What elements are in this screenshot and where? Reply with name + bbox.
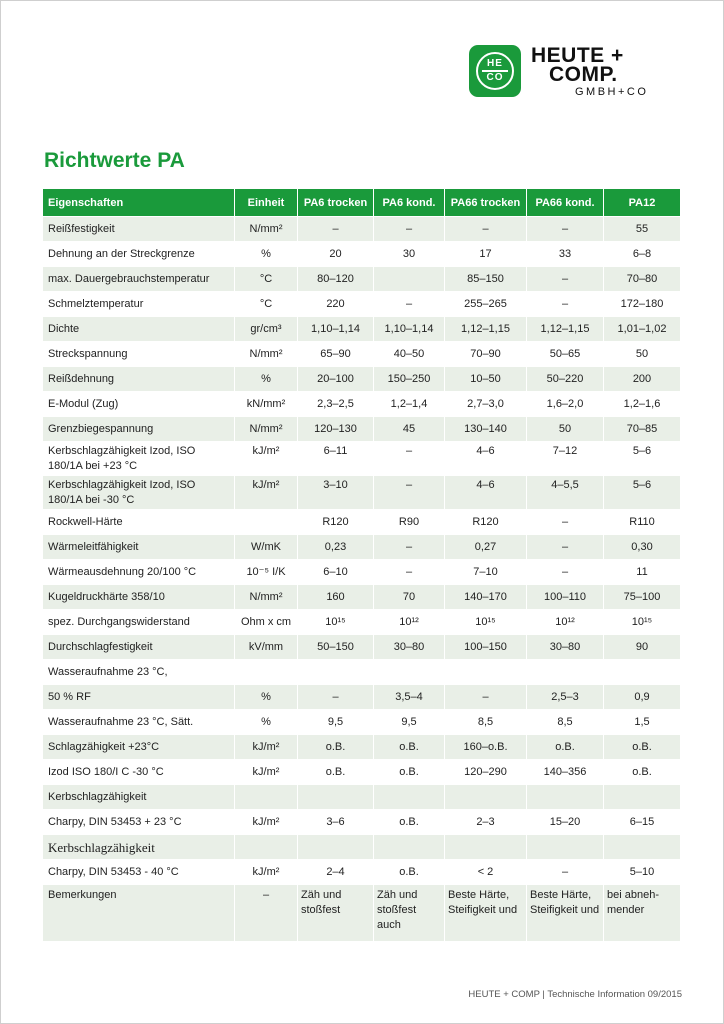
- value-cell: 75–100: [604, 585, 680, 609]
- table-row: [43, 535, 680, 559]
- value-cell: [445, 660, 526, 684]
- property-name: Wärmeleitfähigkeit: [43, 535, 234, 559]
- value-cell: 7–10: [445, 560, 526, 584]
- property-name: Kugeldruckhärte 358/10: [43, 585, 234, 609]
- value-cell: 10–50: [445, 367, 526, 391]
- header-pa66-trocken: PA66 trocken: [445, 189, 526, 216]
- value-cell: 9,5: [374, 710, 444, 734]
- value-cell: Zäh und stoßfest: [298, 885, 373, 941]
- value-cell: bei abneh-mender: [604, 885, 680, 941]
- value-cell: 1,6–2,0: [527, 392, 603, 416]
- value-cell: 255–265: [445, 292, 526, 316]
- property-name: max. Dauergebrauchstemperatur: [43, 267, 234, 291]
- logo-badge-bottom-text: CO: [486, 72, 504, 83]
- value-cell: 30–80: [527, 635, 603, 659]
- value-cell: 6–11: [298, 442, 373, 475]
- value-cell: R120: [298, 510, 373, 534]
- value-cell: 140–356: [527, 760, 603, 784]
- property-unit: kJ/m²: [235, 476, 297, 509]
- value-cell: 70–85: [604, 417, 680, 441]
- property-unit: °C: [235, 292, 297, 316]
- value-cell: –: [374, 442, 444, 475]
- value-cell: 1,01–1,02: [604, 317, 680, 341]
- value-cell: R90: [374, 510, 444, 534]
- value-cell: [604, 835, 680, 859]
- property-name: Kerbschlagzähigkeit Izod, ISO 180/1A bei +23 °C: [43, 442, 234, 475]
- table-row: [43, 760, 680, 784]
- property-unit: kJ/m²: [235, 810, 297, 834]
- logo-line-1: HEUTE +: [531, 44, 624, 67]
- value-cell: 1,10–1,14: [298, 317, 373, 341]
- value-cell: 50: [527, 417, 603, 441]
- header-pa66-kond: PA66 kond.: [527, 189, 603, 216]
- value-cell: 100–110: [527, 585, 603, 609]
- value-cell: 2,7–3,0: [445, 392, 526, 416]
- value-cell: 1,10–1,14: [374, 317, 444, 341]
- value-cell: 65–90: [298, 342, 373, 366]
- value-cell: 0,23: [298, 535, 373, 559]
- value-cell: 3–10: [298, 476, 373, 509]
- value-cell: 0,27: [445, 535, 526, 559]
- property-name: Rockwell-Härte: [43, 510, 234, 534]
- property-name: Charpy, DIN 53453 - 40 °C: [43, 860, 234, 884]
- table-row: [43, 785, 680, 809]
- table-row: [43, 292, 680, 316]
- header-pa12: PA12: [604, 189, 680, 216]
- value-cell: 50–220: [527, 367, 603, 391]
- value-cell: 4–6: [445, 442, 526, 475]
- value-cell: 4–6: [445, 476, 526, 509]
- table-row: [43, 885, 680, 941]
- value-cell: [374, 785, 444, 809]
- value-cell: 150–250: [374, 367, 444, 391]
- value-cell: 33: [527, 242, 603, 266]
- property-name: Schlagzähigkeit +23°C: [43, 735, 234, 759]
- value-cell: 11: [604, 560, 680, 584]
- value-cell: [527, 785, 603, 809]
- value-cell: –: [527, 267, 603, 291]
- table-row: [43, 635, 680, 659]
- value-cell: [374, 835, 444, 859]
- table-row: [43, 735, 680, 759]
- value-cell: 4–5,5: [527, 476, 603, 509]
- value-cell: 10¹⁵: [445, 610, 526, 634]
- property-name: Reißfestigkeit: [43, 217, 234, 241]
- value-cell: R120: [445, 510, 526, 534]
- property-name: Kerbschlagzähigkeit: [43, 785, 234, 809]
- property-unit: kJ/m²: [235, 442, 297, 475]
- value-cell: [374, 267, 444, 291]
- value-cell: 1,2–1,4: [374, 392, 444, 416]
- property-name: Durchschlagfestigkeit: [43, 635, 234, 659]
- value-cell: 1,2–1,6: [604, 392, 680, 416]
- value-cell: 0,9: [604, 685, 680, 709]
- property-name: Izod ISO 180/I C -30 °C: [43, 760, 234, 784]
- property-unit: N/mm²: [235, 217, 297, 241]
- value-cell: 85–150: [445, 267, 526, 291]
- property-name: Wasseraufnahme 23 °C, Sätt.: [43, 710, 234, 734]
- value-cell: o.B.: [298, 760, 373, 784]
- property-name: Dichte: [43, 317, 234, 341]
- value-cell: –: [298, 217, 373, 241]
- property-unit: %: [235, 242, 297, 266]
- value-cell: 8,5: [527, 710, 603, 734]
- table-row: [43, 660, 680, 684]
- value-cell: –: [527, 535, 603, 559]
- property-name: Grenzbiegespannung: [43, 417, 234, 441]
- table-row: [43, 860, 680, 884]
- logo-badge-top-text: HE: [487, 58, 503, 69]
- value-cell: [298, 785, 373, 809]
- header-pa6-kond: PA6 kond.: [374, 189, 444, 216]
- value-cell: 220: [298, 292, 373, 316]
- value-cell: 10¹²: [374, 610, 444, 634]
- value-cell: 9,5: [298, 710, 373, 734]
- logo-line-3: GMBH+CO: [575, 86, 649, 98]
- value-cell: 70–90: [445, 342, 526, 366]
- value-cell: –: [527, 860, 603, 884]
- table-row: [43, 810, 680, 834]
- value-cell: –: [527, 560, 603, 584]
- value-cell: 55: [604, 217, 680, 241]
- value-cell: 50: [604, 342, 680, 366]
- property-name: Wärmeausdehnung 20/100 °C: [43, 560, 234, 584]
- property-name: 50 % RF: [43, 685, 234, 709]
- value-cell: [298, 835, 373, 859]
- value-cell: Beste Härte, Steifigkeit und: [445, 885, 526, 941]
- table-row: [43, 685, 680, 709]
- property-name: Reißdehnung: [43, 367, 234, 391]
- property-name: Schmelztemperatur: [43, 292, 234, 316]
- table-row: [43, 417, 680, 441]
- value-cell: 30: [374, 242, 444, 266]
- value-cell: 160–o.B.: [445, 735, 526, 759]
- company-logo: [469, 45, 681, 101]
- table-row: [43, 610, 680, 634]
- table-row: [43, 267, 680, 291]
- value-cell: 5–10: [604, 860, 680, 884]
- table-row: [43, 442, 680, 475]
- value-cell: 10¹⁵: [604, 610, 680, 634]
- value-cell: 5–6: [604, 476, 680, 509]
- value-cell: [298, 660, 373, 684]
- value-cell: –: [374, 217, 444, 241]
- property-unit: kV/mm: [235, 635, 297, 659]
- value-cell: 45: [374, 417, 444, 441]
- property-unit: N/mm²: [235, 342, 297, 366]
- property-unit: kJ/m²: [235, 860, 297, 884]
- property-unit: [235, 785, 297, 809]
- value-cell: 10¹⁵: [298, 610, 373, 634]
- value-cell: [445, 785, 526, 809]
- value-cell: 7–12: [527, 442, 603, 475]
- property-unit: %: [235, 367, 297, 391]
- value-cell: 50–65: [527, 342, 603, 366]
- value-cell: –: [527, 217, 603, 241]
- value-cell: –: [445, 217, 526, 241]
- property-unit: kN/mm²: [235, 392, 297, 416]
- value-cell: 2–4: [298, 860, 373, 884]
- value-cell: 3–6: [298, 810, 373, 834]
- value-cell: o.B.: [604, 760, 680, 784]
- value-cell: [527, 660, 603, 684]
- table-row: [43, 217, 680, 241]
- property-unit: gr/cm³: [235, 317, 297, 341]
- property-unit: N/mm²: [235, 417, 297, 441]
- value-cell: 130–140: [445, 417, 526, 441]
- table-row: [43, 835, 680, 859]
- value-cell: 5–6: [604, 442, 680, 475]
- value-cell: 17: [445, 242, 526, 266]
- value-cell: 3,5–4: [374, 685, 444, 709]
- table-row: [43, 367, 680, 391]
- value-cell: [527, 835, 603, 859]
- value-cell: o.B.: [298, 735, 373, 759]
- value-cell: 1,12–1,15: [527, 317, 603, 341]
- value-cell: –: [374, 292, 444, 316]
- value-cell: o.B.: [604, 735, 680, 759]
- table-row: [43, 710, 680, 734]
- property-name: E-Modul (Zug): [43, 392, 234, 416]
- value-cell: 80–120: [298, 267, 373, 291]
- value-cell: [604, 660, 680, 684]
- value-cell: 70–80: [604, 267, 680, 291]
- table-row: [43, 510, 680, 534]
- property-unit: [235, 660, 297, 684]
- page-title: Richtwerte PA: [44, 149, 185, 172]
- value-cell: 120–290: [445, 760, 526, 784]
- value-cell: Zäh und stoßfest auch: [374, 885, 444, 941]
- value-cell: 70: [374, 585, 444, 609]
- table-row: [43, 476, 680, 509]
- value-cell: [604, 785, 680, 809]
- value-cell: 30–80: [374, 635, 444, 659]
- value-cell: 40–50: [374, 342, 444, 366]
- property-name: Kerbschlagzähigkeit: [43, 835, 234, 859]
- property-unit: °C: [235, 267, 297, 291]
- value-cell: 140–170: [445, 585, 526, 609]
- properties-table: [42, 188, 681, 942]
- property-unit: 10⁻⁵ I/K: [235, 560, 297, 584]
- table-row: [43, 242, 680, 266]
- value-cell: 160: [298, 585, 373, 609]
- header-pa6-trocken: PA6 trocken: [298, 189, 373, 216]
- value-cell: 90: [604, 635, 680, 659]
- header-eigenschaften: Eigenschaften: [43, 189, 234, 216]
- value-cell: 20: [298, 242, 373, 266]
- header-einheit: Einheit: [235, 189, 297, 216]
- property-unit: N/mm²: [235, 585, 297, 609]
- footer-text: HEUTE + COMP | Technische Information 09/2015: [468, 989, 682, 1000]
- value-cell: –: [445, 685, 526, 709]
- value-cell: 50–150: [298, 635, 373, 659]
- logo-badge: [469, 45, 521, 97]
- property-name: Dehnung an der Streckgrenze: [43, 242, 234, 266]
- value-cell: 6–10: [298, 560, 373, 584]
- table-row: [43, 317, 680, 341]
- property-unit: –: [235, 885, 297, 941]
- value-cell: [374, 660, 444, 684]
- value-cell: –: [527, 510, 603, 534]
- value-cell: 200: [604, 367, 680, 391]
- value-cell: 2,5–3: [527, 685, 603, 709]
- property-name: spez. Durchgangswiderstand: [43, 610, 234, 634]
- value-cell: o.B.: [374, 860, 444, 884]
- property-unit: [235, 835, 297, 859]
- value-cell: 0,30: [604, 535, 680, 559]
- value-cell: 6–8: [604, 242, 680, 266]
- value-cell: o.B.: [374, 735, 444, 759]
- property-unit: kJ/m²: [235, 760, 297, 784]
- table-header-row: [43, 189, 680, 216]
- property-unit: Ohm x cm: [235, 610, 297, 634]
- property-unit: W/mK: [235, 535, 297, 559]
- value-cell: 15–20: [527, 810, 603, 834]
- value-cell: R110: [604, 510, 680, 534]
- value-cell: o.B.: [374, 810, 444, 834]
- property-unit: kJ/m²: [235, 735, 297, 759]
- value-cell: –: [374, 476, 444, 509]
- value-cell: –: [527, 292, 603, 316]
- value-cell: 2,3–2,5: [298, 392, 373, 416]
- value-cell: [445, 835, 526, 859]
- value-cell: < 2: [445, 860, 526, 884]
- table-row: [43, 560, 680, 584]
- value-cell: 6–15: [604, 810, 680, 834]
- property-name: Kerbschlagzähigkeit Izod, ISO 180/1A bei -30 °C: [43, 476, 234, 509]
- value-cell: 20–100: [298, 367, 373, 391]
- value-cell: 10¹²: [527, 610, 603, 634]
- value-cell: o.B.: [374, 760, 444, 784]
- property-unit: %: [235, 710, 297, 734]
- value-cell: 1,12–1,15: [445, 317, 526, 341]
- property-unit: %: [235, 685, 297, 709]
- value-cell: Beste Härte, Steifigkeit und: [527, 885, 603, 941]
- value-cell: –: [298, 685, 373, 709]
- property-name: Charpy, DIN 53453 + 23 °C: [43, 810, 234, 834]
- value-cell: o.B.: [527, 735, 603, 759]
- table-row: [43, 392, 680, 416]
- value-cell: 172–180: [604, 292, 680, 316]
- property-unit: [235, 510, 297, 534]
- table-row: [43, 342, 680, 366]
- value-cell: 8,5: [445, 710, 526, 734]
- property-name: Wasseraufnahme 23 °C,: [43, 660, 234, 684]
- value-cell: 1,5: [604, 710, 680, 734]
- value-cell: 100–150: [445, 635, 526, 659]
- value-cell: 120–130: [298, 417, 373, 441]
- property-name: Streckspannung: [43, 342, 234, 366]
- table-row: [43, 585, 680, 609]
- logo-line-2: COMP.: [549, 63, 618, 86]
- value-cell: –: [374, 535, 444, 559]
- value-cell: 2–3: [445, 810, 526, 834]
- property-name: Bemerkungen: [43, 885, 234, 941]
- value-cell: –: [374, 560, 444, 584]
